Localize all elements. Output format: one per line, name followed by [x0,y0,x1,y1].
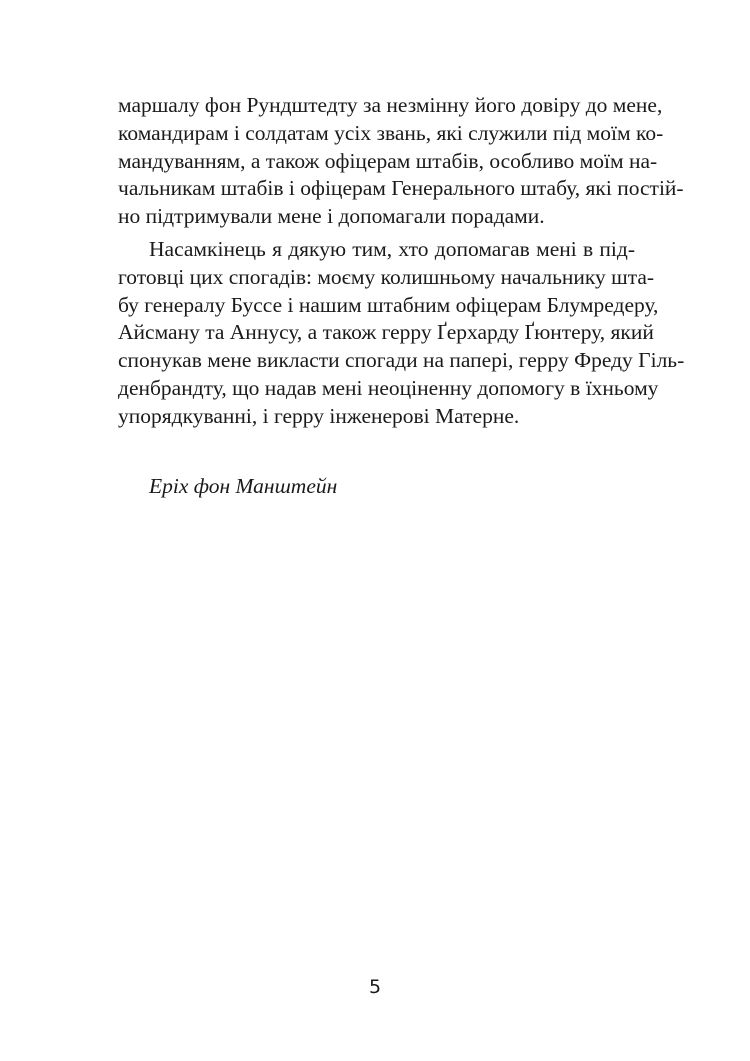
text-line: бу генералу Буссе і нашим штабним офіцерам Блумредеру, [118,292,659,317]
paragraph-acknowledgements-continued [118,92,684,231]
paragraph-final-thanks [118,236,685,431]
text-line: денбрандту, що надав мені неоціненну допомогу в їхньому [118,375,659,400]
text-line: мандуванням, а також офіцерам штабів, особливо моїм на- [118,148,658,173]
text-line: Айсману та Аннусу, а також герру Ґерхарду Ґюнтеру, який [118,320,654,345]
text-line: командирам і солдатам усіх звань, які служили під моїм ко- [118,120,664,145]
author-signature: Еріх фон Манштейн [149,474,338,498]
text-line: спонукав мене викласти спогади на папері, герру Фреду Гіль- [118,348,685,373]
page-number: 5 [368,976,382,998]
text-line: готовці цих спогадів: моєму колишньому начальнику шта- [118,264,655,289]
text-line: чальникам штабів і офіцерам Генерального штабу, які постій- [118,176,684,201]
text-line: но підтримували мене і допомагали порадами. [118,204,545,229]
text-line: упорядкуванні, і герру інженерові Матерне. [118,403,520,428]
text-line: маршалу фон Рундштедту за незмінну його довіру до мене, [118,93,663,117]
text-line: Насамкінець я дякую тим, хто допомагав мені в під- [149,237,635,261]
